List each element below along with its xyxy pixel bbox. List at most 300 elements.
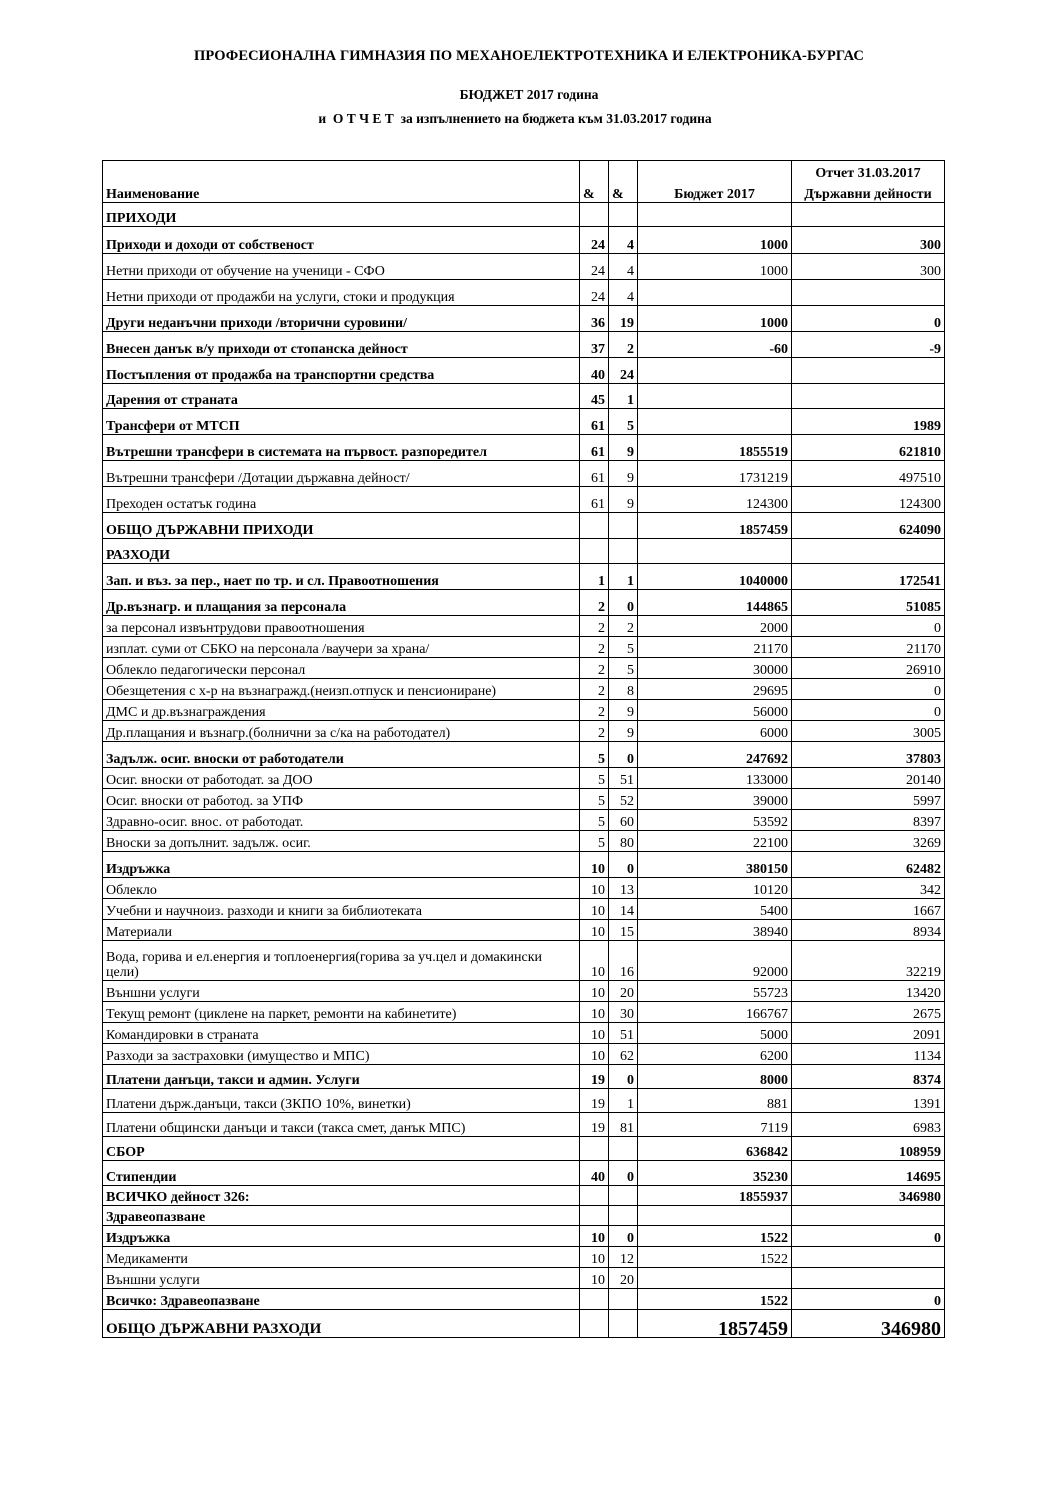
row-code-b: 20 <box>609 1268 638 1289</box>
col-header-name: Наименование <box>103 161 580 203</box>
table-row <box>103 1089 945 1113</box>
row-report: 62482 <box>792 852 945 878</box>
row-report: 2675 <box>792 1002 945 1023</box>
row-code-a: 2 <box>580 679 609 700</box>
row-budget: 39000 <box>638 789 792 810</box>
row-report: 1667 <box>792 899 945 920</box>
table-row <box>103 384 945 409</box>
row-name: Преходен остатък година <box>103 487 580 513</box>
row-name: СБОР <box>103 1137 580 1161</box>
row-name: Външни услуги <box>103 1268 580 1289</box>
row-name: Здравеопазване <box>103 1206 580 1226</box>
row-name: Вноски за допълнит. задълж. осиг. <box>103 831 580 852</box>
report-title-text: за изпълнението на бюджета към 31.03.2017 година <box>400 111 712 126</box>
row-code-b <box>609 1206 638 1226</box>
row-budget: 1040000 <box>638 564 792 590</box>
table-row <box>103 1113 945 1137</box>
row-report: 37803 <box>792 742 945 768</box>
table-row <box>103 227 945 254</box>
row-name: Стипендии <box>103 1161 580 1186</box>
row-code-a: 37 <box>580 332 609 358</box>
row-name: Издръжка <box>103 1226 580 1247</box>
row-code-a: 10 <box>580 1247 609 1268</box>
row-report: 1391 <box>792 1089 945 1113</box>
row-report: 2091 <box>792 1023 945 1044</box>
row-report: 32219 <box>792 941 945 981</box>
row-code-b: 60 <box>609 810 638 831</box>
row-budget <box>638 384 792 409</box>
row-code-a <box>580 513 609 539</box>
row-budget: 133000 <box>638 768 792 789</box>
row-report: 0 <box>792 306 945 332</box>
row-budget <box>638 203 792 227</box>
row-budget: 247692 <box>638 742 792 768</box>
row-code-b: 1 <box>609 1089 638 1113</box>
row-report: 0 <box>792 616 945 637</box>
row-report: 0 <box>792 1226 945 1247</box>
row-code-b: 9 <box>609 721 638 742</box>
row-code-a: 2 <box>580 616 609 637</box>
row-name: Трансфери от МТСП <box>103 409 580 435</box>
row-budget: 5000 <box>638 1023 792 1044</box>
row-budget: 1522 <box>638 1226 792 1247</box>
row-code-b: 51 <box>609 768 638 789</box>
row-budget: 6000 <box>638 721 792 742</box>
row-budget <box>638 358 792 384</box>
row-name: Здравно-осиг. внос. от работодат. <box>103 810 580 831</box>
row-report: 346980 <box>792 1310 945 1338</box>
row-name: Платени данъци, такси и админ. Услуги <box>103 1065 580 1089</box>
row-report: 1989 <box>792 409 945 435</box>
row-report: 172541 <box>792 564 945 590</box>
row-code-a: 19 <box>580 1113 609 1137</box>
col-header-report-bottom: Държавни дейности <box>804 187 932 202</box>
row-report: 5997 <box>792 789 945 810</box>
row-name: Облекло <box>103 878 580 899</box>
row-code-a: 24 <box>580 227 609 254</box>
table-row <box>103 203 945 227</box>
row-code-a: 10 <box>580 920 609 941</box>
row-name: Приходи и доходи от собственост <box>103 227 580 254</box>
row-budget: 6200 <box>638 1044 792 1065</box>
row-name: Нетни приходи от обучение на ученици - СФО <box>103 254 580 280</box>
row-budget: -60 <box>638 332 792 358</box>
row-name: Внесен данък в/у приходи от стопанска дейност <box>103 332 580 358</box>
row-code-a: 10 <box>580 899 609 920</box>
row-code-b <box>609 1310 638 1338</box>
row-report: 300 <box>792 254 945 280</box>
row-report: 1134 <box>792 1044 945 1065</box>
row-name: Всичко: Здравеопазване <box>103 1289 580 1310</box>
row-budget: 55723 <box>638 981 792 1002</box>
row-name: Др.възнагр. и плащания за персонала <box>103 590 580 616</box>
table-row <box>103 1002 945 1023</box>
row-budget: 166767 <box>638 1002 792 1023</box>
row-name: Външни услуги <box>103 981 580 1002</box>
row-name: Издръжка <box>103 852 580 878</box>
row-report: 26910 <box>792 658 945 679</box>
row-budget: 1000 <box>638 254 792 280</box>
row-report: 20140 <box>792 768 945 789</box>
row-code-a: 40 <box>580 358 609 384</box>
row-code-b: 9 <box>609 435 638 461</box>
row-report: 8934 <box>792 920 945 941</box>
row-budget: 1857459 <box>638 513 792 539</box>
row-budget <box>638 1268 792 1289</box>
row-code-a: 24 <box>580 280 609 306</box>
row-budget: 35230 <box>638 1161 792 1186</box>
row-name: Дарения от страната <box>103 384 580 409</box>
table-row <box>103 332 945 358</box>
row-report <box>792 384 945 409</box>
row-code-b: 0 <box>609 742 638 768</box>
row-budget: 1857459 <box>638 1310 792 1338</box>
table-row <box>103 513 945 539</box>
row-code-a: 10 <box>580 1268 609 1289</box>
row-budget <box>638 539 792 564</box>
row-name: за персонал извънтрудови правоотношения <box>103 616 580 637</box>
row-name: Нетни приходи от продажби на услуги, стоки и продукция <box>103 280 580 306</box>
table-row <box>103 899 945 920</box>
row-report: 21170 <box>792 637 945 658</box>
row-code-a: 5 <box>580 789 609 810</box>
table-row <box>103 768 945 789</box>
row-report: 0 <box>792 679 945 700</box>
col-header-budget: Бюджет 2017 <box>638 161 792 203</box>
row-report <box>792 539 945 564</box>
row-code-b: 0 <box>609 852 638 878</box>
table-row <box>103 564 945 590</box>
row-code-a: 36 <box>580 306 609 332</box>
row-code-b: 0 <box>609 590 638 616</box>
row-budget: 2000 <box>638 616 792 637</box>
row-budget: 38940 <box>638 920 792 941</box>
row-code-b: 5 <box>609 637 638 658</box>
row-code-b <box>609 1137 638 1161</box>
col-header-report <box>792 161 945 203</box>
row-name: ПРИХОДИ <box>103 203 580 227</box>
row-code-a <box>580 1289 609 1310</box>
report-title-prefix: и О Т Ч Е Т <box>318 111 398 126</box>
row-report <box>792 1206 945 1226</box>
row-name: Текущ ремонт (циклене на паркет, ремонти на кабинетите) <box>103 1002 580 1023</box>
row-code-a: 2 <box>580 658 609 679</box>
table-row <box>103 1044 945 1065</box>
table-row <box>103 280 945 306</box>
row-name: ОБЩО ДЪРЖАВНИ РАЗХОДИ <box>103 1310 580 1338</box>
row-name: ОБЩО ДЪРЖАВНИ ПРИХОДИ <box>103 513 580 539</box>
row-code-a: 45 <box>580 384 609 409</box>
row-report: 346980 <box>792 1186 945 1206</box>
table-row <box>103 831 945 852</box>
row-name: Материали <box>103 920 580 941</box>
row-budget: 5400 <box>638 899 792 920</box>
row-code-a: 19 <box>580 1089 609 1113</box>
row-report: 621810 <box>792 435 945 461</box>
row-code-b: 8 <box>609 679 638 700</box>
row-budget <box>638 280 792 306</box>
row-code-a: 24 <box>580 254 609 280</box>
row-report: 342 <box>792 878 945 899</box>
table-row <box>103 810 945 831</box>
table-row <box>103 941 945 981</box>
table-row <box>103 1289 945 1310</box>
row-report <box>792 203 945 227</box>
row-code-b: 0 <box>609 1226 638 1247</box>
col-header-report-top: Отчет 31.03.2017 <box>815 166 921 181</box>
row-name: Облекло педагогически персонал <box>103 658 580 679</box>
table-row <box>103 1186 945 1206</box>
row-budget: 881 <box>638 1089 792 1113</box>
row-code-b: 4 <box>609 227 638 254</box>
row-name: Др.плащания и възнагр.(болнични за с/ка на работодател) <box>103 721 580 742</box>
row-code-a <box>580 539 609 564</box>
row-code-b <box>609 539 638 564</box>
table-row <box>103 1065 945 1089</box>
row-name: РАЗХОДИ <box>103 539 580 564</box>
row-code-a: 5 <box>580 810 609 831</box>
row-report: 497510 <box>792 461 945 487</box>
row-report: 14695 <box>792 1161 945 1186</box>
row-code-a: 10 <box>580 1023 609 1044</box>
row-report <box>792 280 945 306</box>
row-code-b: 2 <box>609 616 638 637</box>
row-code-b: 14 <box>609 899 638 920</box>
row-code-b: 9 <box>609 700 638 721</box>
row-report: 13420 <box>792 981 945 1002</box>
row-code-b: 1 <box>609 564 638 590</box>
row-budget <box>638 409 792 435</box>
row-name: Осиг. вноски от работод. за УПФ <box>103 789 580 810</box>
table-row <box>103 1023 945 1044</box>
table-row <box>103 658 945 679</box>
table-row <box>103 1310 945 1338</box>
row-code-b: 5 <box>609 409 638 435</box>
row-code-b: 51 <box>609 1023 638 1044</box>
row-code-b: 30 <box>609 1002 638 1023</box>
row-code-b: 1 <box>609 384 638 409</box>
row-budget: 1855519 <box>638 435 792 461</box>
row-report <box>792 358 945 384</box>
row-budget: 1522 <box>638 1289 792 1310</box>
row-name: Командировки в страната <box>103 1023 580 1044</box>
row-code-b <box>609 1186 638 1206</box>
row-budget: 22100 <box>638 831 792 852</box>
row-budget: 56000 <box>638 700 792 721</box>
row-name: Вода, горива и ел.енергия и топлоенергия(горива за уч.цел и домакински цели) <box>103 941 580 981</box>
school-title: ПРОФЕСИОНАЛНА ГИМНАЗИЯ ПО МЕХАНОЕЛЕКТРОТЕХНИКА И ЕЛЕКТРОНИКА-БУРГАС <box>193 48 865 64</box>
row-budget: 1731219 <box>638 461 792 487</box>
col-header-a: & <box>580 161 609 203</box>
row-code-b: 9 <box>609 461 638 487</box>
row-code-b: 80 <box>609 831 638 852</box>
row-name: изплат. суми от СБКО на персонала /ваучери за храна/ <box>103 637 580 658</box>
row-name: Постъпления от продажба на транспортни средства <box>103 358 580 384</box>
row-code-b: 9 <box>609 487 638 513</box>
row-code-a: 10 <box>580 1226 609 1247</box>
table-row <box>103 1137 945 1161</box>
row-code-b <box>609 203 638 227</box>
table-row <box>103 306 945 332</box>
table-row <box>103 981 945 1002</box>
row-code-b: 20 <box>609 981 638 1002</box>
table-row <box>103 721 945 742</box>
row-report: 3005 <box>792 721 945 742</box>
row-budget: 124300 <box>638 487 792 513</box>
row-code-a: 5 <box>580 768 609 789</box>
row-code-b: 52 <box>609 789 638 810</box>
table-row <box>103 1206 945 1226</box>
row-code-a: 10 <box>580 852 609 878</box>
row-name: Вътрешни трансфери в системата на първост. разпоредител <box>103 435 580 461</box>
table-row <box>103 435 945 461</box>
row-report: 3269 <box>792 831 945 852</box>
row-code-a: 10 <box>580 981 609 1002</box>
row-budget: 8000 <box>638 1065 792 1089</box>
row-code-b: 12 <box>609 1247 638 1268</box>
row-code-a: 2 <box>580 721 609 742</box>
row-name: Платени държ.данъци, такси (ЗКПО 10%, винетки) <box>103 1089 580 1113</box>
row-name: Други неданъчни приходи /вторични суровини/ <box>103 306 580 332</box>
table-row <box>103 616 945 637</box>
row-budget <box>638 1206 792 1226</box>
row-code-b <box>609 513 638 539</box>
row-code-a <box>580 1206 609 1226</box>
row-code-a: 10 <box>580 1044 609 1065</box>
row-report: 624090 <box>792 513 945 539</box>
table-row <box>103 590 945 616</box>
row-code-a: 61 <box>580 461 609 487</box>
row-code-a: 2 <box>580 700 609 721</box>
table-row <box>103 358 945 384</box>
table-row <box>103 679 945 700</box>
row-code-a <box>580 1186 609 1206</box>
row-budget: 92000 <box>638 941 792 981</box>
row-report: 124300 <box>792 487 945 513</box>
row-code-a: 10 <box>580 941 609 981</box>
table-row <box>103 1268 945 1289</box>
row-name: Платени общински данъци и такси (такса смет, данък МПС) <box>103 1113 580 1137</box>
row-code-b: 62 <box>609 1044 638 1065</box>
row-budget: 1000 <box>638 306 792 332</box>
row-code-a <box>580 1137 609 1161</box>
row-code-b: 0 <box>609 1161 638 1186</box>
row-name: Обезщетения с х-р на възнагражд.(неизп.отпуск и пенсиониране) <box>103 679 580 700</box>
row-name: Разходи за застраховки (имущество и МПС) <box>103 1044 580 1065</box>
row-budget: 380150 <box>638 852 792 878</box>
row-code-b: 5 <box>609 658 638 679</box>
row-code-a: 61 <box>580 435 609 461</box>
row-code-a: 1 <box>580 564 609 590</box>
row-code-b: 4 <box>609 254 638 280</box>
row-name: ВСИЧКО дейност 326: <box>103 1186 580 1206</box>
table-row <box>103 789 945 810</box>
table-row <box>103 1226 945 1247</box>
row-code-a: 5 <box>580 742 609 768</box>
table-row <box>103 852 945 878</box>
row-report: 8374 <box>792 1065 945 1089</box>
row-report <box>792 1247 945 1268</box>
row-code-b: 19 <box>609 306 638 332</box>
row-budget: 636842 <box>638 1137 792 1161</box>
table-row <box>103 1247 945 1268</box>
row-code-a: 5 <box>580 831 609 852</box>
budget-title: БЮДЖЕТ 2017 година <box>459 87 599 102</box>
row-report: 0 <box>792 700 945 721</box>
table-row <box>103 637 945 658</box>
budget-table <box>102 160 945 1338</box>
row-name: Задълж. осиг. вноски от работодатели <box>103 742 580 768</box>
row-code-a: 2 <box>580 590 609 616</box>
row-code-b: 13 <box>609 878 638 899</box>
row-name: ДМС и др.възнаграждения <box>103 700 580 721</box>
col-header-b: & <box>609 161 638 203</box>
row-report: 8397 <box>792 810 945 831</box>
table-row <box>103 409 945 435</box>
row-name: Медикаменти <box>103 1247 580 1268</box>
row-code-a: 10 <box>580 1002 609 1023</box>
row-code-a: 61 <box>580 487 609 513</box>
row-code-a: 19 <box>580 1065 609 1089</box>
row-name: Зап. и въз. за пер., нает по тр. и сл. Правоотношения <box>103 564 580 590</box>
table-row <box>103 539 945 564</box>
row-code-b: 2 <box>609 332 638 358</box>
table-row <box>103 742 945 768</box>
row-name: Учебни и научноиз. разходи и книги за библиотеката <box>103 899 580 920</box>
row-code-a <box>580 1310 609 1338</box>
row-budget: 29695 <box>638 679 792 700</box>
row-budget: 7119 <box>638 1113 792 1137</box>
row-report: 108959 <box>792 1137 945 1161</box>
row-report: -9 <box>792 332 945 358</box>
row-budget: 10120 <box>638 878 792 899</box>
row-code-b: 24 <box>609 358 638 384</box>
row-code-b: 4 <box>609 280 638 306</box>
table-row <box>103 254 945 280</box>
row-budget: 1000 <box>638 227 792 254</box>
table-row <box>103 1161 945 1186</box>
row-code-b: 16 <box>609 941 638 981</box>
row-code-b: 0 <box>609 1065 638 1089</box>
row-name: Осиг. вноски от работодат. за ДОО <box>103 768 580 789</box>
row-code-a: 10 <box>580 878 609 899</box>
table-row <box>103 878 945 899</box>
table-row <box>103 461 945 487</box>
row-report <box>792 1268 945 1289</box>
table-row <box>103 700 945 721</box>
row-budget: 144865 <box>638 590 792 616</box>
row-code-a <box>580 203 609 227</box>
row-code-b: 81 <box>609 1113 638 1137</box>
row-code-a: 40 <box>580 1161 609 1186</box>
row-name: Вътрешни трансфери /Дотации държавна дейност/ <box>103 461 580 487</box>
row-budget: 1855937 <box>638 1186 792 1206</box>
row-code-b: 15 <box>609 920 638 941</box>
row-code-b <box>609 1289 638 1310</box>
row-report: 6983 <box>792 1113 945 1137</box>
table-row <box>103 920 945 941</box>
row-budget: 53592 <box>638 810 792 831</box>
row-report: 51085 <box>792 590 945 616</box>
table-header-row <box>103 161 945 203</box>
table-row <box>103 487 945 513</box>
row-code-a: 2 <box>580 637 609 658</box>
row-budget: 21170 <box>638 637 792 658</box>
row-report: 300 <box>792 227 945 254</box>
row-code-a: 61 <box>580 409 609 435</box>
row-budget: 1522 <box>638 1247 792 1268</box>
report-title <box>0 111 1030 127</box>
